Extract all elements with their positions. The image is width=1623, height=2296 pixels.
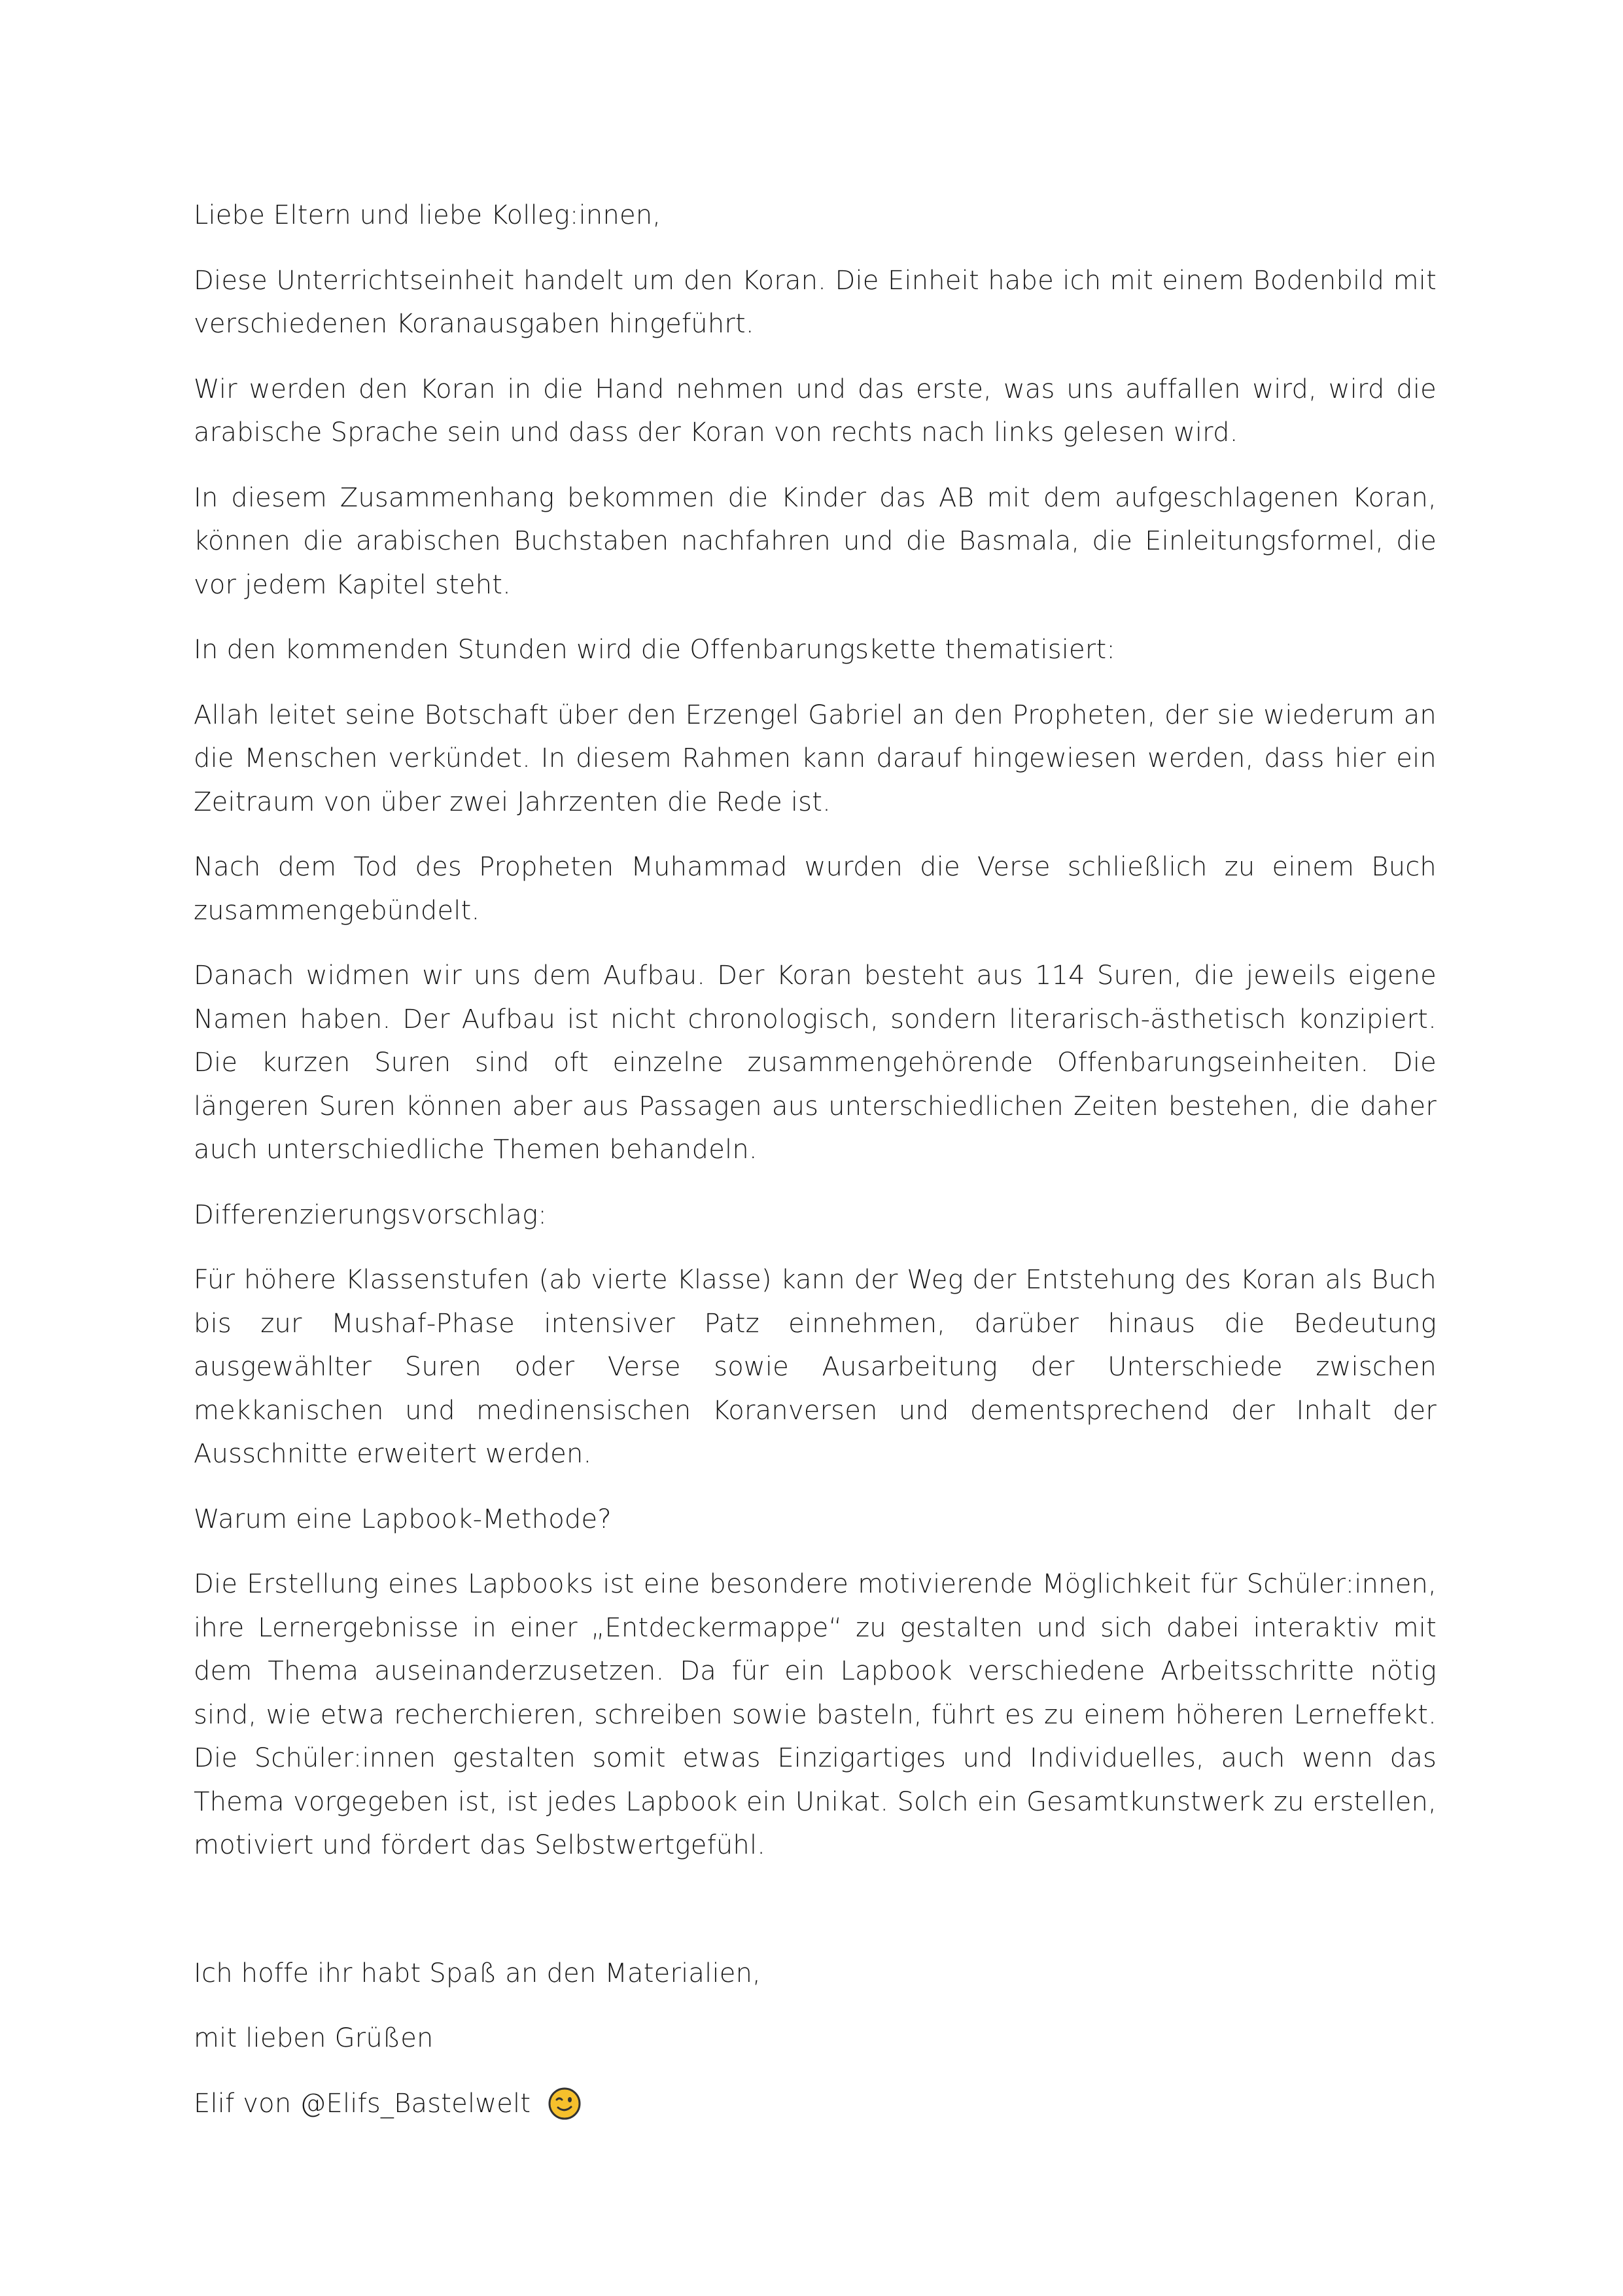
paragraph-structure: Danach widmen wir uns dem Aufbau. Der Koran besteht aus 114 Suren, die jeweils eigene Namen haben. Der Aufbau ist nicht chronologisch, sondern literarisch-ästhetisch konzipiert. Die kurzen Suren sind oft einzelne zusammengehörende Offenbarungseinheiten. Die längeren Suren können aber aus Passagen aus unterschiedlichen Zeiten bestehen, die daher auch unterschiedliche Themen behandeln. [194,961,1437,1165]
paragraph-lapbook-heading: Warum eine Lapbook-Methode? [194,1504,612,1534]
closing-line-2: mit lieben Grüßen [194,2023,434,2053]
paragraph-compilation: Nach dem Tod des Propheten Muhammad wurden die Verse schließlich zu einem Buch zusammengebündelt. [194,852,1437,926]
paragraph-arabic-language: Wir werden den Koran in die Hand nehmen und das erste, was uns auffallen wird, wird die arabische Sprache sein und dass der Koran von rechts nach links gelesen wird. [194,374,1437,448]
spacer [194,1889,1437,1952]
letter-page [194,194,1437,2147]
paragraph-revelation-chain-heading: In den kommenden Stunden wird die Offenbarungskette thematisiert: [194,635,1116,665]
paragraph-differentiation-heading: Differenzierungsvorschlag: [194,1199,548,1230]
letter-greeting: Liebe Eltern und liebe Kolleg:innen, [194,200,661,230]
paragraph-intro: Diese Unterrichtseinheit handelt um den Koran. Die Einheit habe ich mit einem Bodenbild mit verschiedenen Koranausgaben hingeführt. [194,265,1437,339]
paragraph-lapbook: Die Erstellung eines Lapbooks ist eine besondere motivierende Möglichkeit für Schüler:innen, ihre Lernergebnisse in einer „Entdeckermappe“ zu gestalten und sich dabei interaktiv mit dem Thema auseinanderzusetzen. Da für ein Lapbook verschiedene Arbeitsschritte nötig sind, wie etwa recherchieren, schreiben sowie basteln, führt es zu einem höheren Lerneffekt. Die Schüler:innen gestalten somit etwas Einzigartiges und Individuelles, auch wenn das Thema vorgegeben ist, ist jedes Lapbook ein Unikat. Solch ein Gesamtkunstwerk zu erstellen, motiviert und fördert das Selbstwertgefühl. [194,1569,1437,1860]
closing-line-1: Ich hoffe ihr habt Spaß an den Materialien, [194,1958,761,1988]
signature-text: Elif von @Elifs_Bastelwelt [194,2088,531,2119]
paragraph-differentiation: Für höhere Klassenstufen (ab vierte Klasse) kann der Weg der Entstehung des Koran als Buch bis zur Mushaf-Phase intensiver Patz einnehmen, darüber hinaus die Bedeutung ausgewählter Suren oder Verse sowie Ausarbeitung der Unterschiede zwischen mekkanischen und medinensischen Koranversen und dementsprechend der Inhalt der Ausschnitte erweitert werden. [194,1265,1437,1469]
signature-line [194,2082,1437,2126]
paragraph-revelation: Allah leitet seine Botschaft über den Erzengel Gabriel an den Propheten, der sie wiederum an die Menschen verkündet. In diesem Rahmen kann darauf hingewiesen werden, dass hier ein Zeitraum von über zwei Jahrzenten die Rede ist. [194,699,1437,817]
winking-face-emoji-icon [548,2087,582,2121]
paragraph-worksheet: In diesem Zusammenhang bekommen die Kinder das AB mit dem aufgeschlagenen Koran, können die arabischen Buchstaben nachfahren und die Basmala, die Einleitungsformel, die vor jedem Kapitel steht. [194,482,1437,600]
